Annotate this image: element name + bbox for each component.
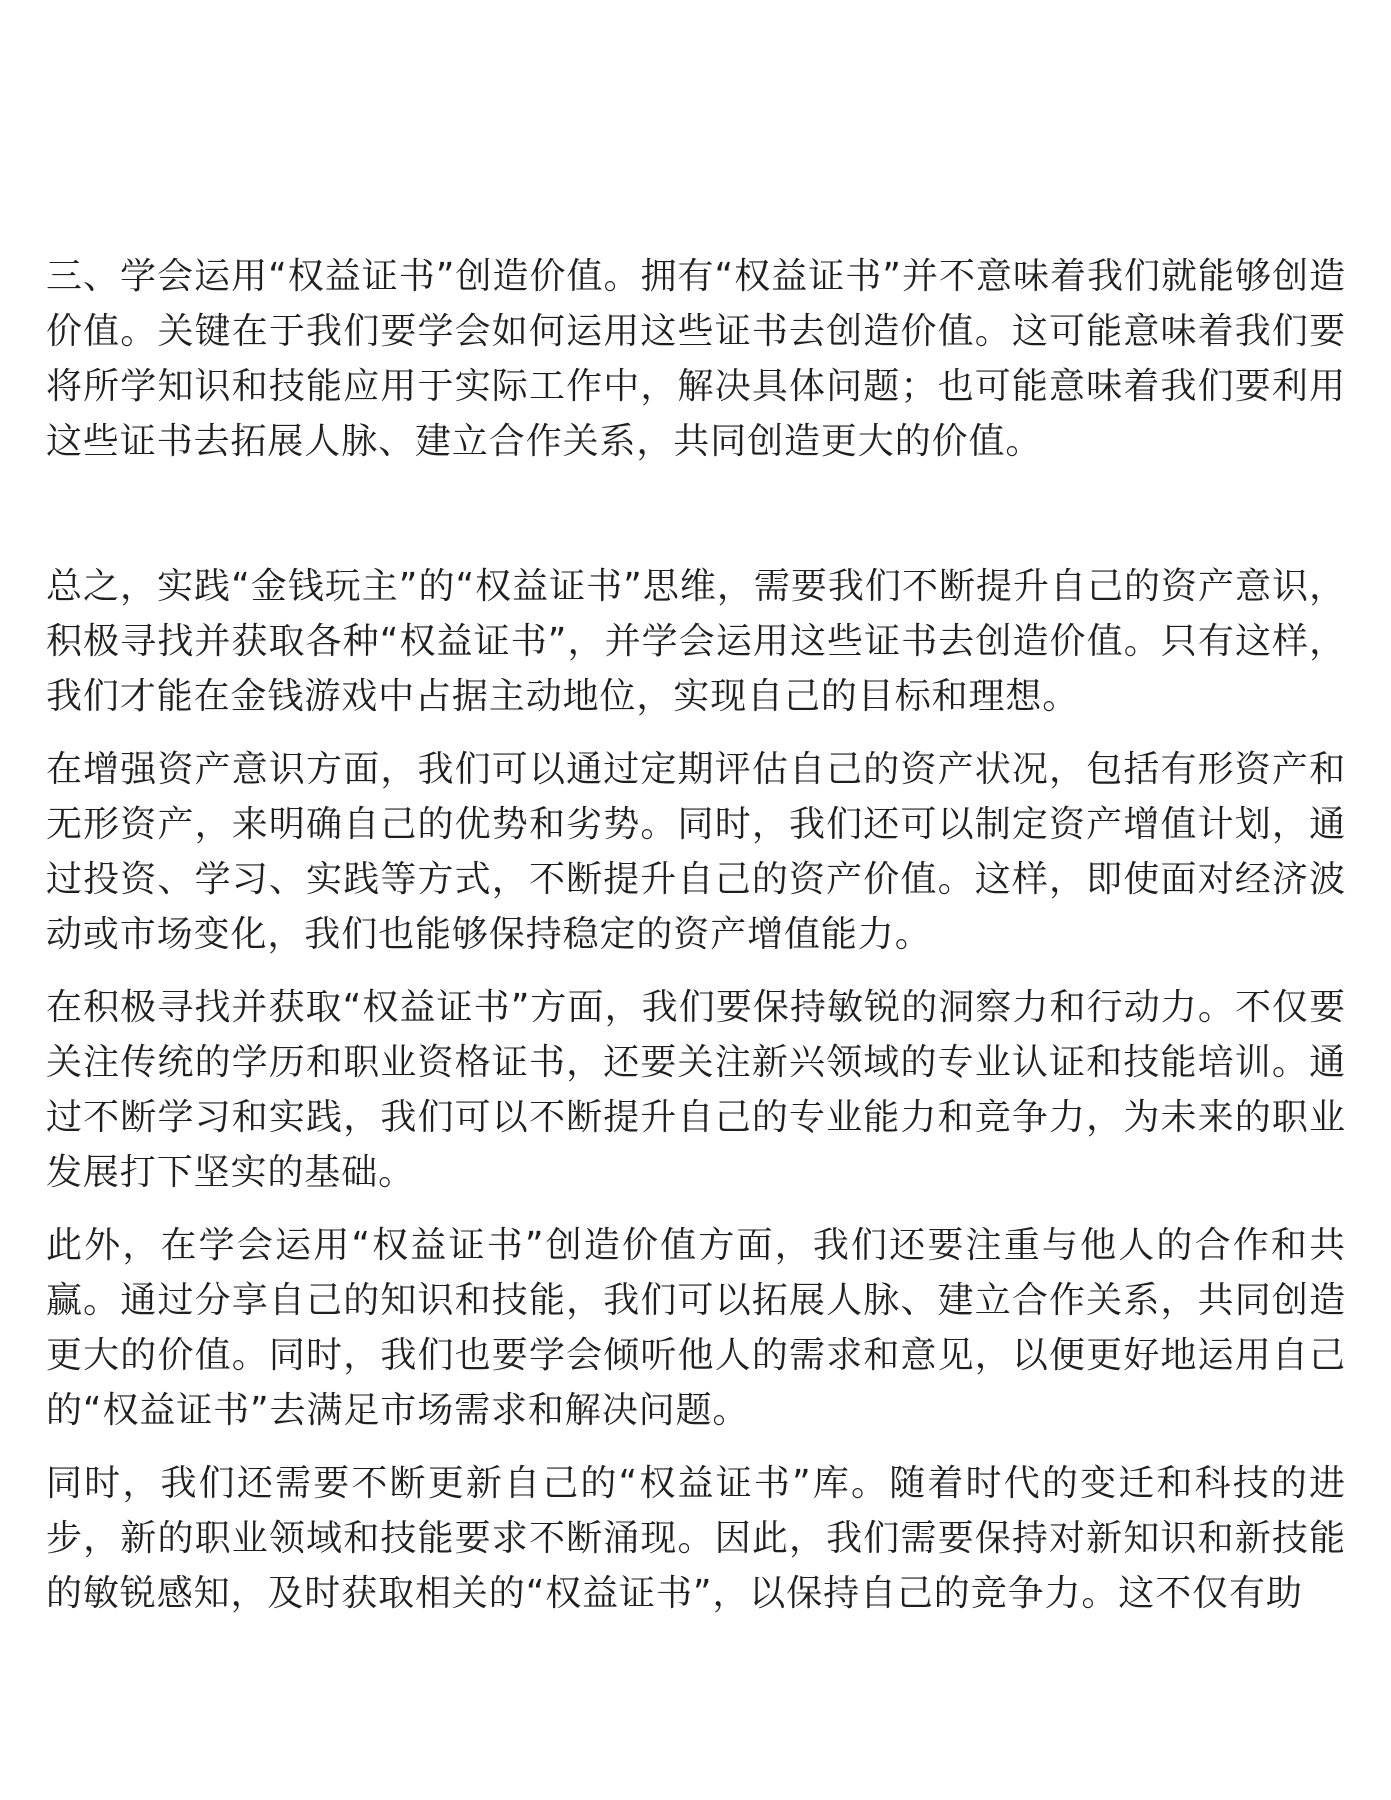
paragraph-update-certificates: 同时，我们还需要不断更新自己的“权益证书”库。随着时代的变迁和科技的进步，新的职业领域和技能要求不断涌现。因此，我们需要保持对新知识和新技能的敏锐感知，及时获取相关的“权益证书”，以保持自己的竞争力。这不仅有助 bbox=[46, 1463, 1346, 1614]
document-body bbox=[46, 249, 1346, 1621]
paragraph-summary: 总之，实践“金钱玩主”的“权益证书”思维，需要我们不断提升自己的资产意识，积极寻找并获取各种“权益证书”，并学会运用这些证书去创造价值。只有这样，我们才能在金钱游戏中占据主动地位，实现自己的目标和理想。 bbox=[46, 566, 1346, 717]
paragraph-seek-certificates: 在积极寻找并获取“权益证书”方面，我们要保持敏锐的洞察力和行动力。不仅要关注传统的学历和职业资格证书，还要关注新兴领域的专业认证和技能培训。通过不断学习和实践，我们可以不断提升自己的专业能力和竞争力，为未来的职业发展打下坚实的基础。 bbox=[46, 987, 1346, 1193]
paragraph-cooperation: 此外，在学会运用“权益证书”创造价值方面，我们还要注重与他人的合作和共赢。通过分享自己的知识和技能，我们可以拓展人脉、建立合作关系，共同创造更大的价值。同时，我们也要学会倾听他人的需求和意见，以便更好地运用自己的“权益证书”去满足市场需求和解决问题。 bbox=[46, 1225, 1346, 1431]
paragraph-asset-awareness: 在增强资产意识方面，我们可以通过定期评估自己的资产状况，包括有形资产和无形资产，来明确自己的优势和劣势。同时，我们还可以制定资产增值计划，通过投资、学习、实践等方式，不断提升自己的资产价值。这样，即使面对经济波动或市场变化，我们也能够保持稳定的资产增值能力。 bbox=[46, 749, 1346, 955]
paragraph-create-value: 三、学会运用“权益证书”创造价值。拥有“权益证书”并不意味着我们就能够创造价值。关键在于我们要学会如何运用这些证书去创造价值。这可能意味着我们要将所学知识和技能应用于实际工作中，解决具体问题；也可能意味着我们要利用这些证书去拓展人脉、建立合作关系，共同创造更大的价值。 bbox=[46, 256, 1346, 462]
